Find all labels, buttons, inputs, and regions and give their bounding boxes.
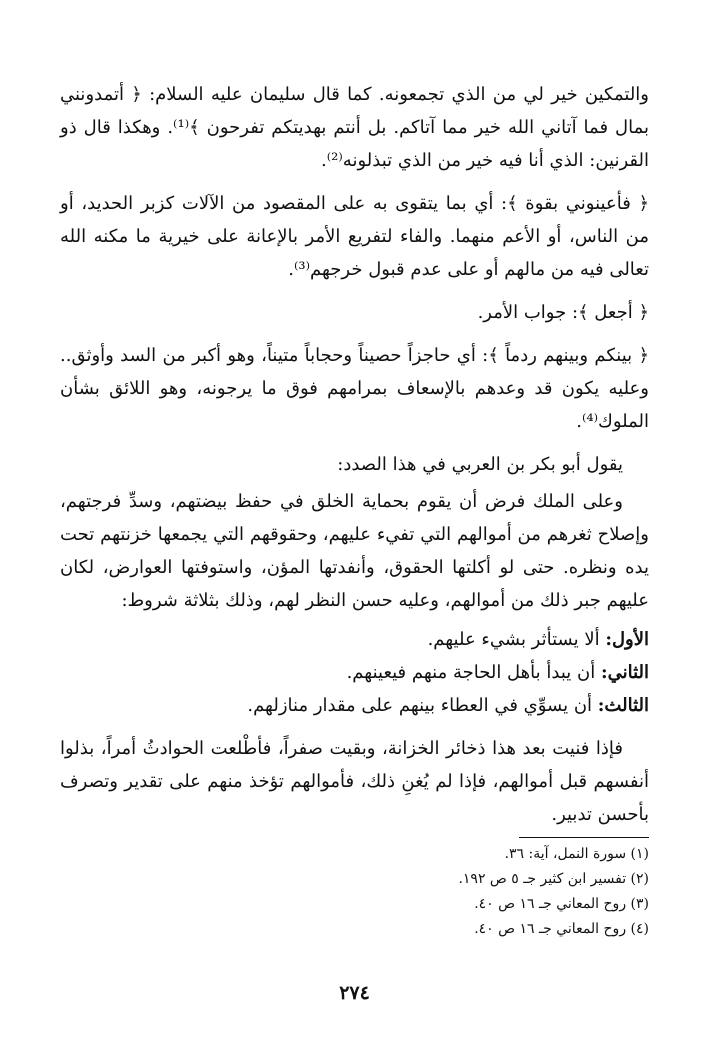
paragraph-barrier: ﴿ بينكم وبينهم ردماً ﴾: أي حاجزاً حصيناً وحجاباً متيناً، وهو أكبر من السد وأوثق.. وعليه يكون قد وعدهم بالإسعاف بمرامهم فوق ما يرجونه، وهو اللائق بشأن الملوك⁽⁴⁾. — [60, 345, 649, 432]
footnote: (١) سورة النمل، آية: ٣٦. — [504, 846, 649, 862]
condition-item — [60, 623, 649, 656]
paragraph-king-duty: وعلى الملك فرض أن يقوم بحماية الخلق في حفظ بيضتهم، وسدِّ فرجتهم، وإصلاح ثغرهم من أموالهم التي تفيء عليهم، وحقوقهم التي يجمعها خزنتهم تحت يده ونظره. حتى لو أكلتها الحقوق، وأنفدتها المؤن، واستوفتها العوارض، لكان عليهم جبر ذلك من أموالهم، وعليه حسن النظر لهم، وذلك بثلاثة شروط: — [60, 491, 649, 611]
paragraph-closing: فإذا فنيت بعد هذا ذخائر الخزانة، وبقيت صفراً، فأطْلعت الحوادثُ أمراً، بذلوا أنفسهم قبل أموالهم، فإذا لم يُغنِ ذلك، فأموالهم تؤخذ منهم على تقدير وتصرف بأحسن تدبير. — [60, 738, 649, 825]
paragraph-make: ﴿ أجعل ﴾: جواب الأمر. — [477, 302, 649, 323]
condition-item — [60, 689, 649, 722]
conditions-list — [60, 623, 649, 722]
condition-label: الثاني: — [600, 662, 649, 683]
condition-label: الأول: — [605, 629, 649, 650]
condition-item — [60, 656, 649, 689]
footnote: (٣) روح المعاني جـ ١٦ ص ٤٠. — [474, 896, 649, 912]
footnote: (٤) روح المعاني جـ ١٦ ص ٤٠. — [474, 921, 649, 937]
footnotes — [60, 842, 649, 942]
paragraph-ibn-arabi: يقول أبو بكر بن العربي في هذا الصدد: — [337, 454, 623, 475]
page-number: ٢٧٤ — [339, 982, 370, 1004]
condition-text: ألا يستأثر بشيء عليهم. — [427, 629, 606, 650]
page-body — [60, 78, 649, 942]
paragraph-solomon: والتمكين خير لي من الذي تجمعونه. كما قال سليمان عليه السلام: ﴿ أتمدونني بمال فما آتاني الله خير مما آتاكم. بل أنتم بهديتكم تفرحون ﴾⁽¹⁾. وهكذا قال ذو القرنين: الذي أنا فيه خير من الذي تبذلونه⁽²⁾. — [60, 84, 649, 171]
condition-text: أن يسوِّي في العطاء بينهم على مقدار منازلهم. — [247, 695, 598, 716]
footnote: (٢) تفسير ابن كثير جـ ٥ ص ١٩٢. — [458, 871, 649, 887]
footnote-separator — [519, 837, 649, 838]
condition-label: الثالث: — [597, 695, 649, 716]
condition-text: أن يبدأ بأهل الحاجة منهم فيعينهم. — [346, 662, 601, 683]
paragraph-help-me: ﴿ فأعينوني بقوة ﴾: أي بما يتقوى به على المقصود من الآلات كزبر الحديد، أو من الناس، أو الأعم منهما. والفاء لتفريع الأمر بالإعانة على خيرية ما مكنه الله تعالى فيه من مالهم أو على عدم قبول خرجهم⁽³⁾. — [60, 193, 649, 280]
